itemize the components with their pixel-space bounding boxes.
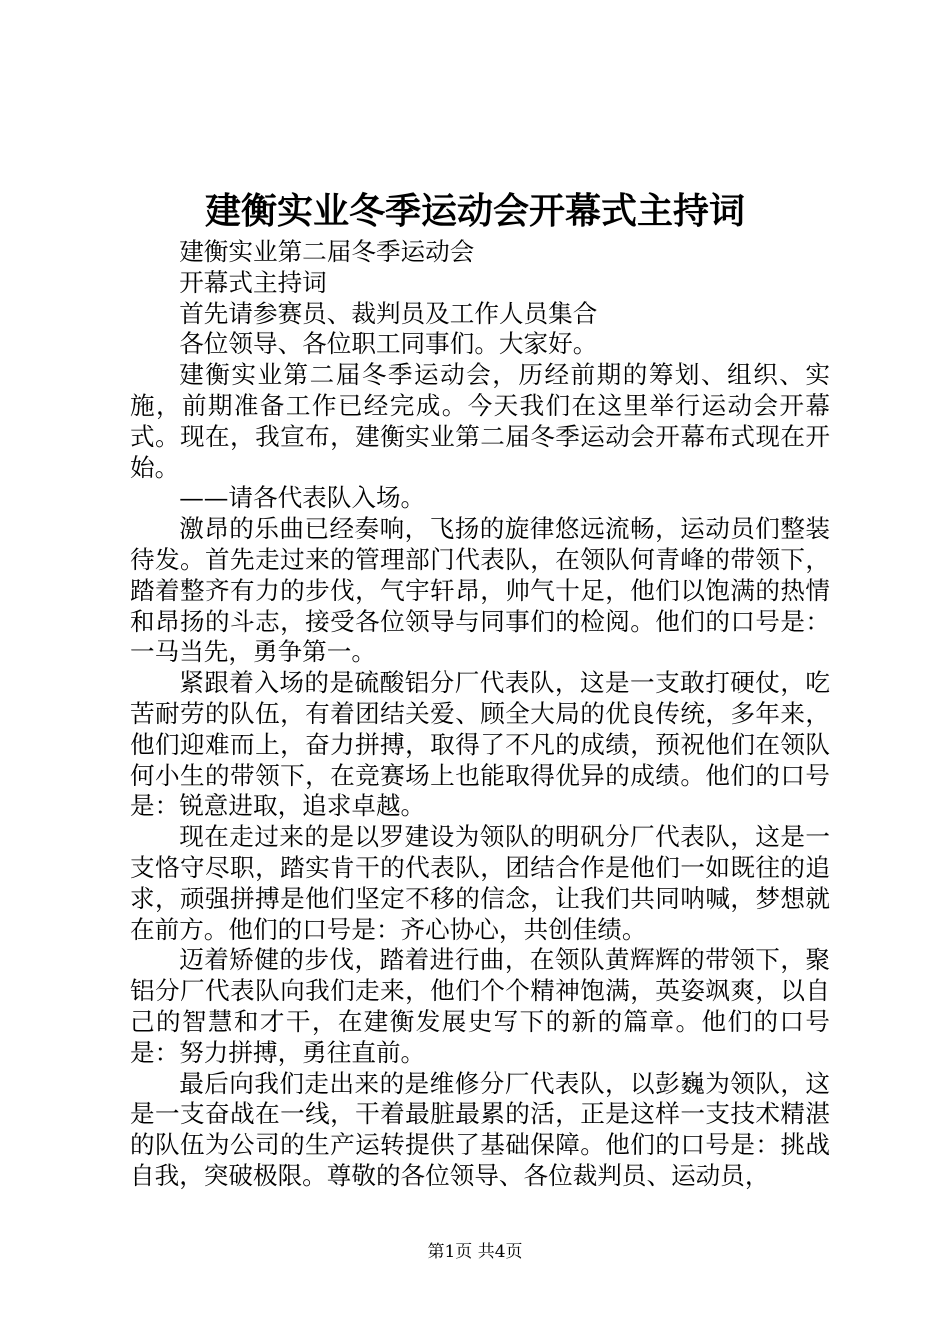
paragraph: 迈着矫健的步伐，踏着进行曲，在领队黄辉辉的带领下，聚铝分厂代表队向我们走来，他们个个精神饱满，英姿飒爽，以自己的智慧和才干，在建衡发展史写下的新的篇章。他们的口号是：努力拼搏，勇往直前。: [130, 945, 830, 1067]
paragraph: 紧跟着入场的是硫酸铝分厂代表队，这是一支敢打硬仗，吃苦耐劳的队伍，有着团结关爱、顾全大局的优良传统，多年来，他们迎难而上，奋力拼搏，取得了不凡的成绩，预祝他们在领队何小生的带领下，在竞赛场上也能取得优异的成绩。他们的口号是：锐意进取，追求卓越。: [130, 668, 830, 821]
paragraph: 开幕式主持词: [179, 267, 327, 297]
paragraph: 建衡实业第二届冬季运动会，历经前期的筹划、组织、实施，前期准备工作已经完成。今天我们在这里举行运动会开幕式。现在，我宣布，建衡实业第二届冬季运动会开幕布式现在开始。: [130, 360, 830, 482]
page-number-footer: 第1页 共4页: [427, 1242, 523, 1262]
paragraph: 建衡实业第二届冬季运动会: [179, 237, 475, 266]
paragraph: 现在走过来的是以罗建设为领队的明矾分厂代表队，这是一支恪守尽职，踏实肯干的代表队，团结合作是他们一如既往的追求，顽强拼搏是他们坚定不移的信念，让我们共同呐喊，梦想就在前方。他们的口号是：齐心协心，共创佳绩。: [130, 822, 830, 944]
document-body: [130, 237, 830, 1192]
paragraph: 各位领导、各位职工同事们。大家好。: [179, 329, 598, 359]
paragraph: 最后向我们走出来的是维修分厂代表队，以彭巍为领队，这是一支奋战在一线，干着最脏最累的活，正是这样一支技术精湛的队伍为公司的生产运转提供了基础保障。他们的口号是：挑战自我，突破极限。尊敬的各位领导、各位裁判员、运动员，: [130, 1068, 830, 1190]
paragraph: 激昂的乐曲已经奏响，飞扬的旋律悠远流畅，运动员们整装待发。首先走过来的管理部门代表队，在领队何青峰的带领下，踏着整齐有力的步伐，气宇轩昂，帅气十足，他们以饱满的热情和昂扬的斗志，接受各位领导与同事们的检阅。他们的口号是：一马当先，勇争第一。: [130, 514, 830, 667]
paragraph: 首先请参赛员、裁判员及工作人员集合: [179, 298, 598, 328]
document-title: 建衡实业冬季运动会开幕式主持词: [204, 190, 745, 232]
paragraph: ——请各代表队入场。: [179, 483, 426, 513]
